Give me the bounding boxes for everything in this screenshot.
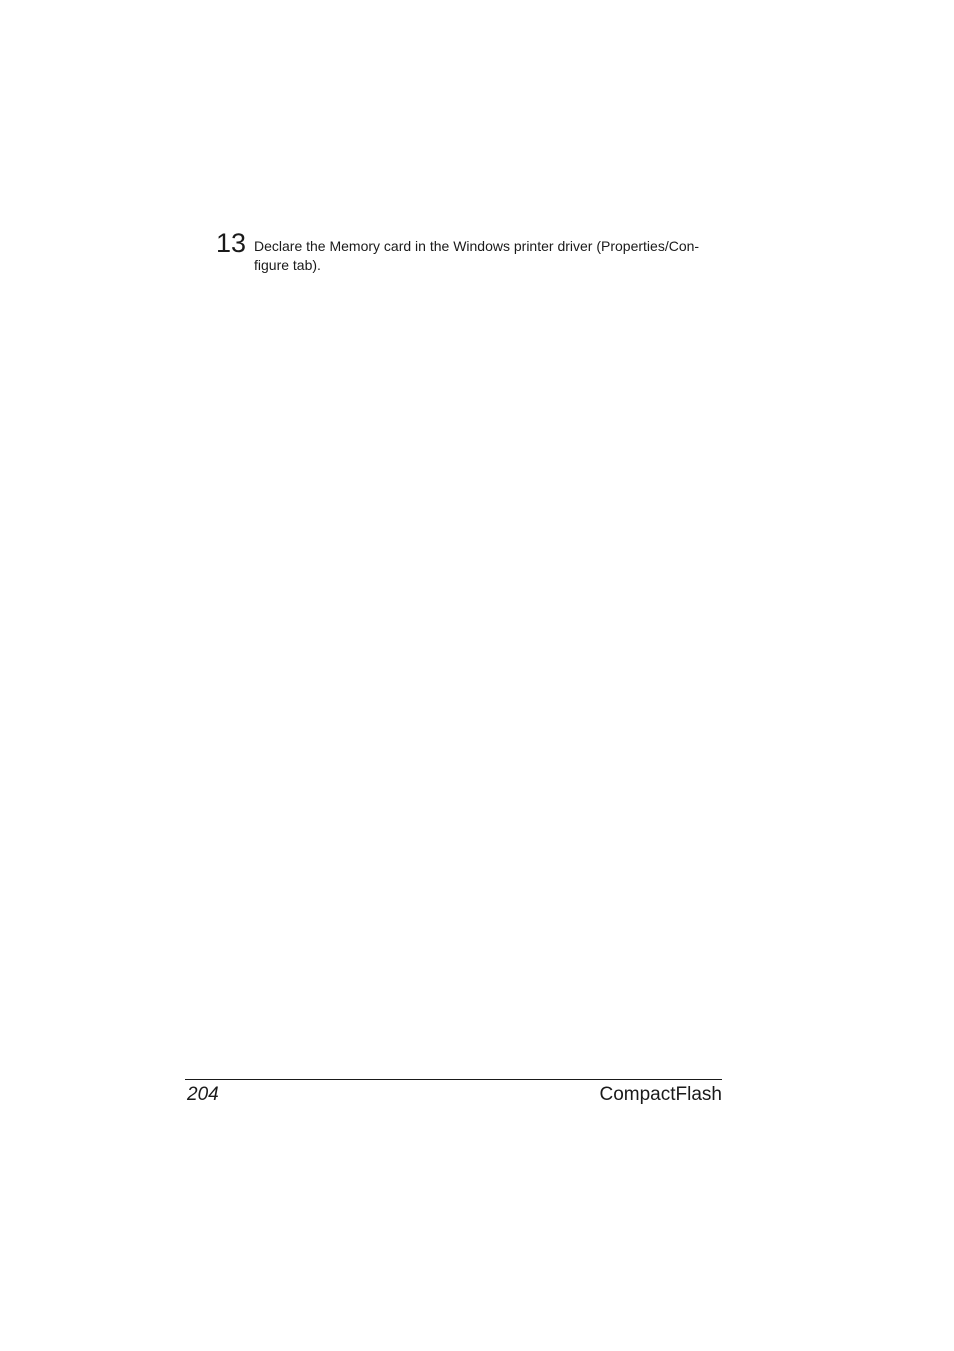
step-instruction-line-2: figure tab).	[254, 257, 321, 273]
footer-divider	[185, 1079, 722, 1080]
page-number: 204	[187, 1084, 219, 1105]
step-instruction-line-1: Declare the Memory card in the Windows printer driver (Properties/Con-	[254, 238, 700, 254]
footer-section-title: CompactFlash	[599, 1084, 722, 1105]
step-instruction	[254, 237, 716, 275]
step-number: 13	[216, 228, 247, 258]
